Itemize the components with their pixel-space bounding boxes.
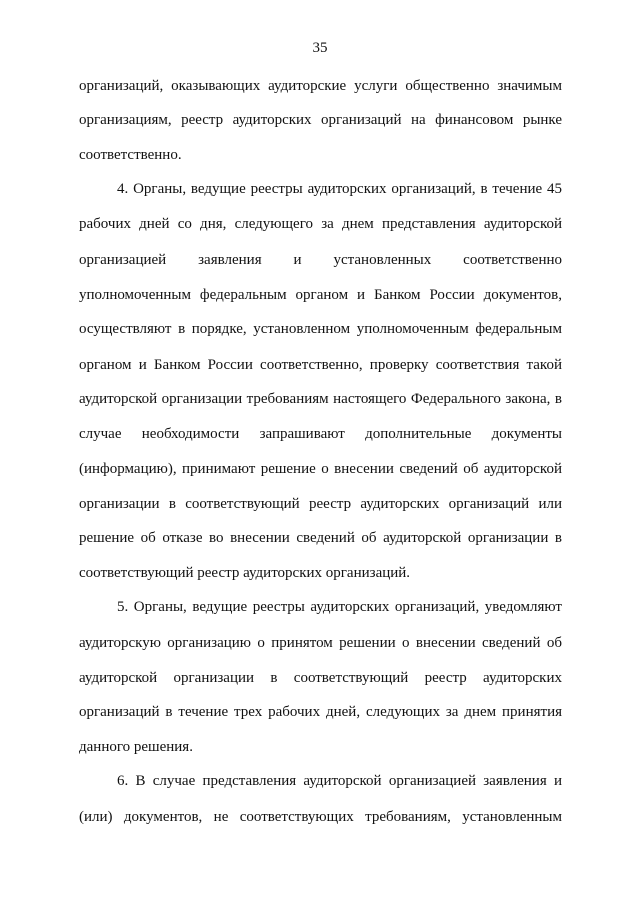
- text-line: организациям, реестр аудиторских организаций на финансовом рынке: [79, 112, 562, 128]
- text-line: соответствующий реестр аудиторских организаций.: [79, 565, 411, 581]
- text-line: уполномоченным федеральным органом и Банком России документов,: [79, 287, 562, 303]
- text-line: органом и Банком России соответственно, проверку соответствия такой: [79, 357, 562, 373]
- text-line: аудиторской организации требованиям настоящего Федерального закона, в: [79, 391, 562, 407]
- text-line: аудиторской организации в соответствующий реестр аудиторских: [79, 670, 562, 686]
- text-line: соответственно.: [79, 147, 182, 163]
- text-line: организаций в течение трех рабочих дней, следующих за днем принятия: [79, 704, 562, 720]
- text-line: (или) документов, не соответствующих требованиям, установленным: [79, 809, 562, 825]
- paragraph-start-line: 5. Органы, ведущие реестры аудиторских организаций, уведомляют: [117, 599, 562, 615]
- paragraph-start-line: 6. В случае представления аудиторской организацией заявления и: [117, 773, 562, 789]
- text-line: организаций, оказывающих аудиторские услуги общественно значимым: [79, 78, 562, 94]
- paragraph-start-line: 4. Органы, ведущие реестры аудиторских организаций, в течение 45: [117, 181, 562, 197]
- text-line: организацией заявления и установленных соответственно: [79, 252, 562, 268]
- text-line: аудиторскую организацию о принятом решении о внесении сведений об: [79, 635, 562, 651]
- text-line: организации в соответствующий реестр аудиторских организаций или: [79, 496, 562, 512]
- text-line: рабочих дней со дня, следующего за днем представления аудиторской: [79, 216, 562, 232]
- text-line: случае необходимости запрашивают дополнительные документы: [79, 426, 562, 442]
- page-number: 35: [312, 40, 328, 56]
- text-line: решение об отказе во внесении сведений об аудиторской организации в: [79, 530, 562, 546]
- text-line: (информацию), принимают решение о внесении сведений об аудиторской: [79, 461, 562, 477]
- text-line: осуществляют в порядке, установленном уполномоченным федеральным: [79, 321, 562, 337]
- text-line: данного решения.: [79, 739, 193, 755]
